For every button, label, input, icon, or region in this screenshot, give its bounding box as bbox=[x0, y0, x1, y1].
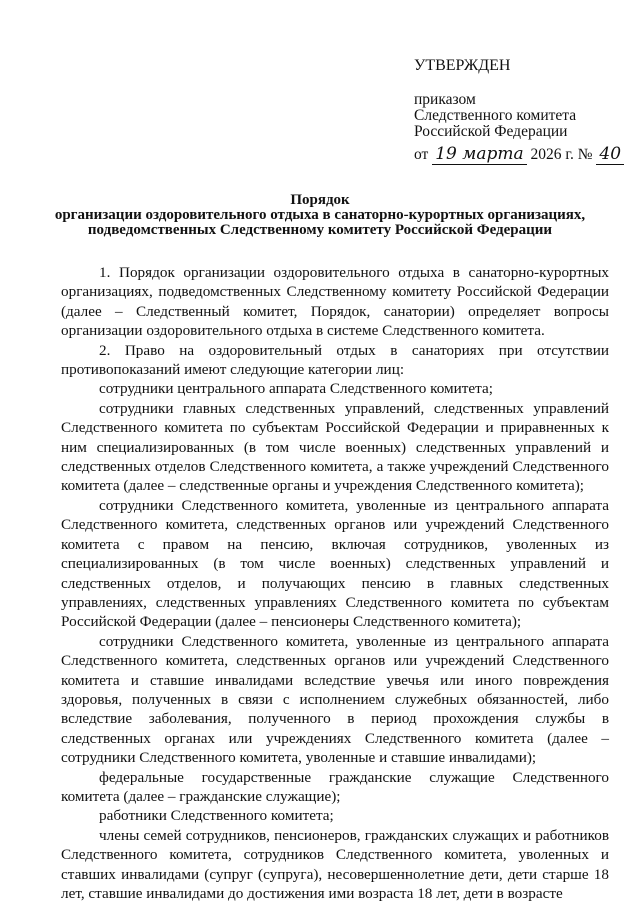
document-body bbox=[61, 263, 609, 903]
approval-block bbox=[414, 58, 634, 140]
approval-line-3: Российской Федерации bbox=[414, 123, 568, 140]
handwritten-date: 19 марта bbox=[432, 144, 526, 165]
paragraph-1: 1. Порядок организации оздоровительного отдыха в санаторно-курортных организациях, подведомственных Следственному комитету Российской Федерации (далее – Следственный комитет, Порядок, санатории) определяет вопросы организации оздоровительного отдыха в системе Следственного комитета. bbox=[61, 264, 609, 340]
title-line-3: подведомственных Следственному комитету Российской Федерации bbox=[87, 222, 553, 238]
title-line-2: организации оздоровительного отдыха в санаторно-курортных организациях, bbox=[54, 207, 586, 223]
title-line-1: Порядок bbox=[290, 192, 350, 208]
document-title bbox=[40, 193, 600, 238]
approval-line-1: приказом bbox=[414, 91, 476, 108]
paragraph-5: сотрудники Следственного комитета, уволенные из центрального аппарата Следственного комитета, следственных органов или учреждений Следственного комитета с правом на пенсию, включая сотрудников, уволенных из специализированных (в том числе военных) следственных управлений и следственных отделов, и получающих пенсию в главных следственных управлениях, следственных управлениях Следственного комитета по субъектам Российской Федерации (далее – пенсионеры Следственного комитета); bbox=[61, 496, 609, 631]
paragraph-3: сотрудники центрального аппарата Следственного комитета; bbox=[99, 380, 493, 398]
order-date-line bbox=[414, 144, 624, 164]
approval-line-2: Следственного комитета bbox=[414, 107, 577, 124]
paragraph-6: сотрудники Следственного комитета, уволенные из центрального аппарата Следственного комитета, следственных органов или учреждений Следственного комитета и ставшие инвалидами вследствие увечья или иного повреждения здоровья, полученных в связи с исполнением служебных обязанностей, либо вследствие заболевания, полученного в период прохождения службы в следственных органах или учреждениях Следственного комитета (далее – сотрудники Следственного комитета, уволенные и ставшие инвалидами); bbox=[61, 632, 609, 767]
paragraph-8: работники Следственного комитета; bbox=[99, 807, 334, 825]
paragraph-7: федеральные государственные гражданские служащие Следственного комитета (далее – гражданские служащие); bbox=[61, 768, 609, 805]
approved-heading: УТВЕРЖДЕН bbox=[414, 57, 511, 74]
paragraph-9: члены семей сотрудников, пенсионеров, гражданских служащих и работников Следственного комитета, сотрудников Следственного комитета, уволенных и ставших инвалидами (супруг (супруга), несовершеннолетние дети, дети старше 18 лет, ставшие инвалидами до достижения ими возраста 18 лет, дети в возрасте bbox=[61, 826, 609, 902]
handwritten-number: 40 bbox=[596, 144, 624, 165]
date-year: 2026 г. № bbox=[530, 146, 593, 163]
paragraph-2: 2. Право на оздоровительный отдых в санаториях при отсутствии противопоказаний имеют следующие категории лиц: bbox=[61, 341, 609, 379]
date-prefix: от bbox=[414, 146, 429, 163]
paragraph-4: сотрудники главных следственных управлений, следственных управлений Следственного комитета по субъектам Российской Федерации и приравненных к ним специализированных (в том числе военных) следственных управлений и следственных отделов Следственного комитета, а также учреждений Следственного комитета (далее – следственные органы и учреждения Следственного комитета); bbox=[61, 399, 609, 495]
